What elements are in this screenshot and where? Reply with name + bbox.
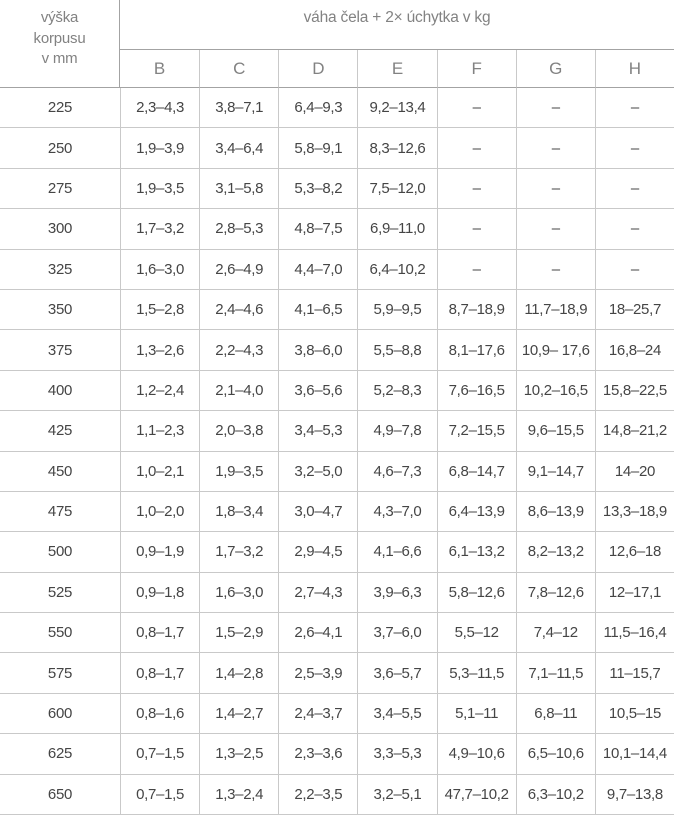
table-cell: 10,1–14,4 [595, 734, 674, 774]
row-axis-header-line: výška [40, 9, 79, 26]
table-cell: – [595, 250, 674, 290]
table-cell: 11,7–18,9 [516, 290, 595, 330]
table-cell: 7,2–15,5 [437, 411, 516, 451]
table-cell: 1,5–2,8 [120, 290, 199, 330]
table-cell: 6,8–14,7 [437, 452, 516, 492]
table-cell: 9,2–13,4 [357, 88, 436, 128]
table-cell: 6,3–10,2 [516, 775, 595, 815]
table-cell: 12,6–18 [595, 532, 674, 572]
table-cell: – [437, 169, 516, 209]
row-label: 400 [0, 371, 120, 411]
table-cell: 4,6–7,3 [357, 452, 436, 492]
table-cell: 5,5–12 [437, 613, 516, 653]
table-cell: 2,1–4,0 [199, 371, 278, 411]
table-cell: 1,5–2,9 [199, 613, 278, 653]
table-cell: 5,8–12,6 [437, 573, 516, 613]
table-cell: – [516, 128, 595, 168]
table-cell: 9,6–15,5 [516, 411, 595, 451]
table-cell: 8,2–13,2 [516, 532, 595, 572]
row-label: 325 [0, 250, 120, 290]
table-cell: 3,2–5,0 [278, 452, 357, 492]
table-cell: 5,9–9,5 [357, 290, 436, 330]
table-cell: – [437, 88, 516, 128]
row-label: 250 [0, 128, 120, 168]
table-cell: 1,2–2,4 [120, 371, 199, 411]
table-cell: 0,8–1,7 [120, 613, 199, 653]
column-header-d: D [278, 50, 357, 88]
table-cell: 2,5–3,9 [278, 653, 357, 693]
table-cell: 0,8–1,6 [120, 694, 199, 734]
table-cell: 3,6–5,6 [278, 371, 357, 411]
row-label: 350 [0, 290, 120, 330]
table-cell: 6,8–11 [516, 694, 595, 734]
table-cell: 1,6–3,0 [120, 250, 199, 290]
table-cell: 5,8–9,1 [278, 128, 357, 168]
table-cell: 2,6–4,1 [278, 613, 357, 653]
table-cell: 7,1–11,5 [516, 653, 595, 693]
table-cell: 5,3–11,5 [437, 653, 516, 693]
table-cell: 4,1–6,5 [278, 290, 357, 330]
table-cell: 2,2–4,3 [199, 330, 278, 370]
table-cell: 7,8–12,6 [516, 573, 595, 613]
table-cell: 2,4–4,6 [199, 290, 278, 330]
table-cell: 14–20 [595, 452, 674, 492]
table-cell: 1,8–3,4 [199, 492, 278, 532]
table-cell: 8,3–12,6 [357, 128, 436, 168]
table-cell: 7,5–12,0 [357, 169, 436, 209]
table-cell: 1,9–3,5 [199, 452, 278, 492]
table-cell: 1,7–3,2 [199, 532, 278, 572]
table-cell: 4,8–7,5 [278, 209, 357, 249]
row-axis-header-line: v mm [41, 50, 78, 68]
row-label: 450 [0, 452, 120, 492]
table-cell: 3,4–5,3 [278, 411, 357, 451]
table-cell: 2,0–3,8 [199, 411, 278, 451]
table-cell: 3,0–4,7 [278, 492, 357, 532]
table-cell: 0,7–1,5 [120, 734, 199, 774]
column-header-e: E [357, 50, 436, 88]
table-cell: 4,4–7,0 [278, 250, 357, 290]
table-cell: 9,1–14,7 [516, 452, 595, 492]
table-cell: 6,1–13,2 [437, 532, 516, 572]
row-label: 525 [0, 573, 120, 613]
table-cell: 1,3–2,6 [120, 330, 199, 370]
table-cell: 2,7–4,3 [278, 573, 357, 613]
table-cell: 12–17,1 [595, 573, 674, 613]
table-cell: 11–15,7 [595, 653, 674, 693]
table-cell: 10,9– 17,6 [516, 330, 595, 370]
table-cell: 0,9–1,9 [120, 532, 199, 572]
table-cell: 1,7–3,2 [120, 209, 199, 249]
row-label: 550 [0, 613, 120, 653]
table-cell: 0,7–1,5 [120, 775, 199, 815]
table-cell: 3,4–5,5 [357, 694, 436, 734]
table-cell: 6,4–13,9 [437, 492, 516, 532]
table-cell: 3,7–6,0 [357, 613, 436, 653]
table-cell: 5,3–8,2 [278, 169, 357, 209]
table-cell: 2,2–3,5 [278, 775, 357, 815]
table-cell: 13,3–18,9 [595, 492, 674, 532]
table-cell: – [437, 209, 516, 249]
column-header-h: H [595, 50, 674, 88]
column-header-b: B [120, 50, 199, 88]
table-cell: 8,1–17,6 [437, 330, 516, 370]
table-cell: 1,3–2,5 [199, 734, 278, 774]
table-cell: 1,1–2,3 [120, 411, 199, 451]
table-cell: 16,8–24 [595, 330, 674, 370]
table-cell: 3,3–5,3 [357, 734, 436, 774]
table-cell: 2,6–4,9 [199, 250, 278, 290]
column-header-f: F [437, 50, 516, 88]
table-cell: 1,6–3,0 [199, 573, 278, 613]
table-cell: – [516, 250, 595, 290]
table-cell: – [595, 169, 674, 209]
row-label: 575 [0, 653, 120, 693]
table-cell: 4,9–10,6 [437, 734, 516, 774]
table-cell: – [595, 209, 674, 249]
table-cell: 1,4–2,8 [199, 653, 278, 693]
table-cell: 2,3–3,6 [278, 734, 357, 774]
row-label: 625 [0, 734, 120, 774]
table-cell: 14,8–21,2 [595, 411, 674, 451]
column-group-header: váha čela + 2× úchytka v kg [120, 0, 674, 50]
table-cell: 3,8–7,1 [199, 88, 278, 128]
table-cell: – [516, 209, 595, 249]
table-cell: 2,4–3,7 [278, 694, 357, 734]
table-cell: 2,3–4,3 [120, 88, 199, 128]
row-label: 300 [0, 209, 120, 249]
table-cell: 7,4–12 [516, 613, 595, 653]
row-label: 650 [0, 775, 120, 815]
table-cell: 0,9–1,8 [120, 573, 199, 613]
table-cell: – [437, 128, 516, 168]
table-cell: 6,9–11,0 [357, 209, 436, 249]
table-cell: 1,9–3,9 [120, 128, 199, 168]
table-cell: 1,3–2,4 [199, 775, 278, 815]
table-cell: 5,1–11 [437, 694, 516, 734]
table-cell: 1,9–3,5 [120, 169, 199, 209]
table-cell: – [516, 88, 595, 128]
table-cell: 18–25,7 [595, 290, 674, 330]
column-header-c: C [199, 50, 278, 88]
row-label: 375 [0, 330, 120, 370]
column-header-g: G [516, 50, 595, 88]
table-cell: 6,4–10,2 [357, 250, 436, 290]
table-cell: 6,5–10,6 [516, 734, 595, 774]
table-cell: 47,7–10,2 [437, 775, 516, 815]
table-cell: 3,9–6,3 [357, 573, 436, 613]
table-cell: 10,5–15 [595, 694, 674, 734]
row-label: 425 [0, 411, 120, 451]
table-cell: 2,8–5,3 [199, 209, 278, 249]
table-cell: 10,2–16,5 [516, 371, 595, 411]
table-cell: 11,5–16,4 [595, 613, 674, 653]
table-cell: – [595, 128, 674, 168]
table-cell: 6,4–9,3 [278, 88, 357, 128]
row-axis-header-line: korpusu [33, 29, 86, 47]
row-label: 600 [0, 694, 120, 734]
table-cell: 8,6–13,9 [516, 492, 595, 532]
table-cell: 4,9–7,8 [357, 411, 436, 451]
table-cell: 3,4–6,4 [199, 128, 278, 168]
table-cell: 2,9–4,5 [278, 532, 357, 572]
table-cell: 5,5–8,8 [357, 330, 436, 370]
row-label: 225 [0, 88, 120, 128]
row-label: 500 [0, 532, 120, 572]
table-cell: 9,7–13,8 [595, 775, 674, 815]
table-cell: 1,4–2,7 [199, 694, 278, 734]
table-cell: – [516, 169, 595, 209]
table-cell: 3,6–5,7 [357, 653, 436, 693]
table-cell: 4,1–6,6 [357, 532, 436, 572]
table-cell: 1,0–2,1 [120, 452, 199, 492]
table-cell: 15,8–22,5 [595, 371, 674, 411]
table-cell: 3,8–6,0 [278, 330, 357, 370]
table-cell: – [437, 250, 516, 290]
table-cell: 3,1–5,8 [199, 169, 278, 209]
row-axis-header [0, 0, 120, 88]
row-label: 475 [0, 492, 120, 532]
row-label: 275 [0, 169, 120, 209]
table-cell: 5,2–8,3 [357, 371, 436, 411]
table-cell: 8,7–18,9 [437, 290, 516, 330]
table-cell: 0,8–1,7 [120, 653, 199, 693]
table-cell: 4,3–7,0 [357, 492, 436, 532]
table-cell: – [595, 88, 674, 128]
table-cell: 3,2–5,1 [357, 775, 436, 815]
table-cell: 7,6–16,5 [437, 371, 516, 411]
table-cell: 1,0–2,0 [120, 492, 199, 532]
